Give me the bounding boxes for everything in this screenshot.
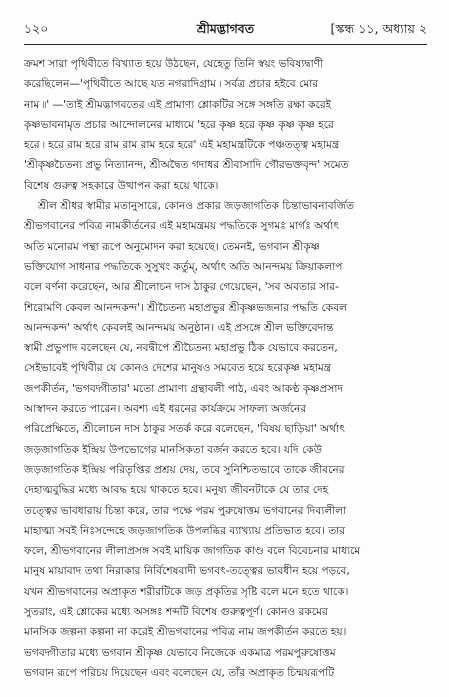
- text-line: সুতরাং, এই শ্লোকের মধ্যে অসঙ্গঃ শব্দটি বিশেষ গুরুত্বপূর্ণ। কোনও রকমের: [24, 606, 328, 619]
- chapter-reference: [স্কন্ধ ১১, অধ্যায় ২: [330, 21, 427, 36]
- text-line: স্বামী প্রভুপাদ বলেছেন যে, নবদ্বীপে শ্রীচৈতন্য মহাপ্রভু ঠিক যেভাবে করতেন,: [24, 342, 338, 355]
- text-line: শিরোমণি কেবল আনন্দকন্দ'। শ্রীচৈতন্য মহাপ্রভুর শ্রীকৃষ্ণভজনার পদ্ধতি কেবল: [24, 301, 347, 314]
- text-line: ফলে, শ্রীভগবানের লীলাপ্রসঙ্গ সবই মায়িক জাগতিক কাণ্ড বলে বিবেচনার মাধ্যমে: [24, 545, 361, 558]
- text-line: হরে ৷ হরে রাম হরে রাম রাম রাম হরে হরে' এই মহামন্ত্রটিকে পঞ্চতত্ত্ব মহামন্ত্র: [24, 139, 340, 152]
- text-line: নাম ৷৷' —'তাই শ্রীমদ্ভাগবতের এই প্রামাণ্য শ্লোকটির সঙ্গে সঙ্গতি রক্ষা করেই: [24, 98, 332, 111]
- text-line: সেইভাবেই পৃথিবীর যে কোনও দেশের মানুষও সমবেত হয়ে হরেকৃষ্ণ মহামন্ত্র: [24, 362, 332, 375]
- text-line: বলে বর্ণনা করেছেন, আর শ্রীলোচন দাস ঠাকুর গেয়েছেন, 'সব অবতার সার-: [24, 281, 339, 294]
- text-line: 'শ্রীকৃষ্ণচৈতন্য প্রভু নিত্যানন্দ, শ্রীঅদ্বৈত গদাধর শ্রীবাসাদি গৌরভক্তবৃন্দ' সমেত: [24, 159, 349, 172]
- text-line: জড়জাগতিক ইন্দ্রিয় উপভোগের মানসিকতা বর্জন করতে হবে। যদি কেউ: [24, 443, 322, 456]
- text-line: যখন শ্রীভগবানের অপ্রাকৃত শরীরটিকে জড় প্রকৃতির সৃষ্টি বলে মনে হতে থাকে।: [24, 585, 349, 598]
- text-line: জড়জাগতিক ইন্দ্রিয় পরিতৃপ্তির প্রশ্রয় দেয়, তবে সুনিশ্চিতভাবে তাকে জীবনের: [24, 463, 345, 476]
- page-body: [24, 54, 427, 691]
- text-line: ভগবদ্গীতার মধ্যে ভগবান শ্রীকৃষ্ণ যেভাবে নিজেকে একমাত্র পরমপুরুষোত্তম: [24, 646, 336, 659]
- text-line: কৃষ্ণভাবনামৃত প্রচার আন্দোলনের মাধ্যমে 'হরে কৃষ্ণ হরে কৃষ্ণ কৃষ্ণ কৃষ্ণ হরে: [24, 118, 334, 131]
- text-line: তত্ত্বের ভাবধারায় চিন্তা করে, তার পক্ষে পরম পুরুষোত্তম ভগবানের দিব্যলীলা: [24, 504, 347, 517]
- text-line: আনন্দকন্দ' অর্থাৎ কেবলই আনন্দময় অনুষ্ঠান। এই প্রসঙ্গে শ্রীল ভক্তিবেদান্ত: [24, 321, 334, 334]
- text-line: বিশেষ গুরুত্ব সহকারে উত্থাপন করা হয়ে থাকে।: [24, 179, 219, 192]
- text-line: ভগবান রূপে পরিচয় দিয়েছেন এবং বলেছেন যে, তাঁর অপ্রাকৃত চিন্ময়রূপটি: [24, 666, 335, 679]
- book-title: শ্রীমদ্ভাগবত: [196, 21, 255, 36]
- text-line: আস্বাদন করতে পারেন। অবশ্য এই ধরনের কার্যক্রমে সাফল্য অর্জনের: [24, 403, 307, 416]
- text-line: মানুষ মায়াবাদ তথা নিরাকার নির্বিশেষবাদী ভগবৎ-তত্ত্বের ভাবধীন হয়ে পড়বে,: [24, 565, 350, 578]
- text-line: মানসিক জল্পনা কল্পনা না করেই শ্রীভগবানের পবিত্র নাম জপকীর্তন করতে হয়।: [24, 626, 347, 639]
- text-line: অতি মনোরম পন্থা রূপে অনুমোদন করা হয়েছে। তেমনই, ভগবান শ্রীকৃষ্ণ: [24, 240, 320, 253]
- text-line: ক্রমশ সারা পৃথিবীতে বিখ্যাত হয়ে উঠছেন, যেহেতু তিনি স্বয়ং ভবিষ্যদ্বাণী: [24, 58, 324, 70]
- text-line: শ্রীল শ্রীধর স্বামীর মতানুসারে, কোনও প্রকার জড়জাগতিক চিন্তাভাবনাবর্জিত: [38, 200, 355, 213]
- page-header: [24, 20, 427, 38]
- page-number: ১২০: [24, 21, 49, 36]
- text-line: করেছিলেন—'পৃথিবীতে আছে যত নগরাদিগ্রাম ৷ সর্বত্র প্রচার হইবে মোর: [24, 78, 319, 91]
- header-rule: [24, 44, 427, 45]
- text-line: পরিপ্রেক্ষিতে, শ্রীলোচন দাস ঠাকুর সতর্ক করে বলেছেন, 'বিষয় ছাড়িয়া' অর্থাৎ: [24, 423, 345, 436]
- text-line: জপকীর্তন, 'ভগবদ্গীতার' মতো প্রামাণ্য গ্রন্থাবলী পাঠ, এবং আকণ্ঠ কৃষ্ণপ্রসাদ: [24, 382, 344, 395]
- text-line: দেহাত্মবুদ্ধির মধ্যে আবদ্ধ হয়ে থাকতে হবে। মনুষ্য জীবনটাকে যে তার দেহ: [24, 484, 329, 497]
- text-line: ভক্তিযোগ সাধনার পদ্ধতিকে সুসুখং কর্তুম্, অর্থাৎ অতি আনন্দময় ক্রিয়াকলাপ: [24, 260, 343, 273]
- text-line: শ্রীভগবানের পবিত্র নামকীর্তনের এই মহামন্ত্রময় পদ্ধতিকে সুগমঃ মার্গঃ অর্থাৎ: [24, 220, 339, 233]
- text-line: মাহাত্ম্য সবই নিঃসন্দেহে জড়জাগতিক উপলব্ধির ব্যাখ্যায় প্রতিভাত হবে। তার: [24, 524, 346, 537]
